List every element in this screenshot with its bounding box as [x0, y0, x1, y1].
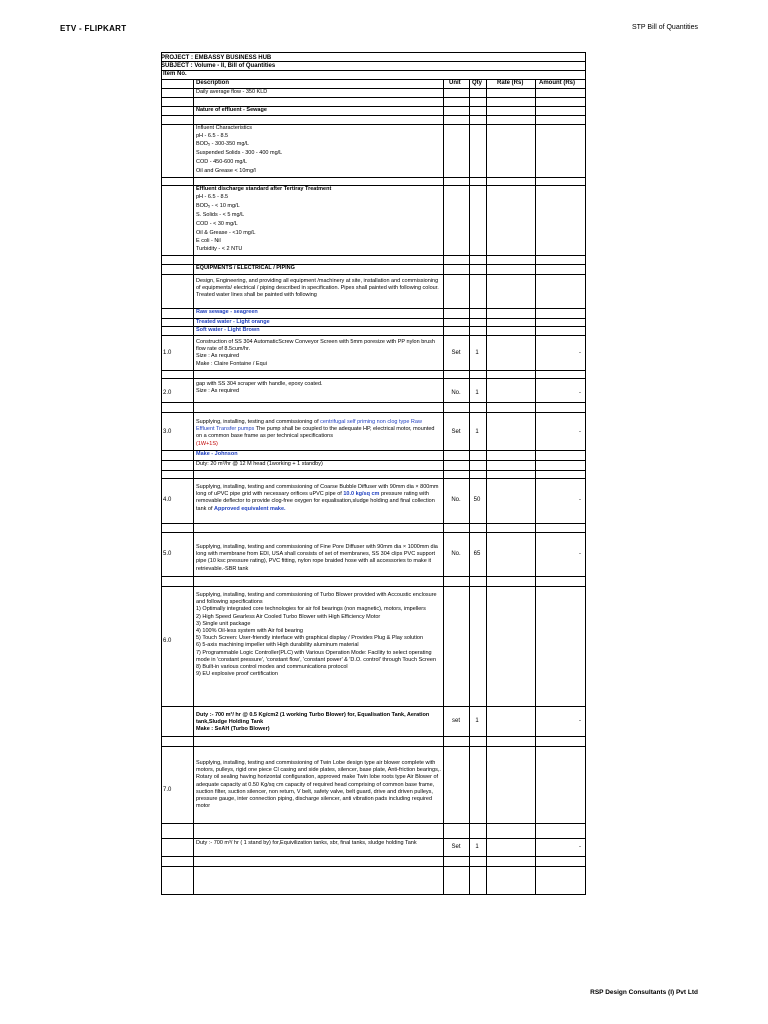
item-qty: 1: [475, 844, 479, 850]
section-title: EQUIPMENTS / ELECTRICAL / PIPING: [196, 265, 295, 271]
discharge-ecoli: E coli - Nil: [196, 238, 221, 244]
item-description: Construction of SS 304 AutomaticScrew Conveyor Screen with 5mm poresize with PP nylon brush flow rate of 8.5cum/hr. Size : As required Make : Claire Fontaine / Equi: [196, 339, 435, 367]
qty-header: Qty: [472, 80, 483, 86]
item-no-header: Item No.: [163, 71, 187, 77]
column-divider: [469, 79, 470, 895]
row-line: [161, 255, 586, 256]
item-description: Supplying, installing, testing and commissioning of Twin Lobe design type air blower complete with motors, pulleys, rigid one piece CI casing and side plates, silencer, base plate, Anti-friction bearings,. Rotary oil sealing having horizontal configuration, approved make Twin lobe roots type Air Blower of adequate capacity at 0.50 Kg/sq cm capacity of required head comprising of common base frame, suction filter, suction silencer, non return, V belt, safety valve, belt guard, drive and driven pulleys, pressure gauge, inter connection piping, discharge silencer, anti vibration pads including required motor: [196, 760, 441, 810]
item-qty: 65: [473, 551, 481, 557]
item-number: 7.0: [163, 787, 172, 793]
discharge-ph: pH - 6.5 - 8.5: [196, 194, 229, 200]
row-line: [161, 412, 586, 413]
column-divider: [443, 79, 444, 895]
item-amount: -: [579, 844, 581, 850]
description-header: Description: [196, 80, 230, 86]
item-unit: No.: [451, 497, 461, 503]
row-line: [161, 746, 586, 747]
item-number: 4.0: [163, 497, 172, 503]
row-line: [161, 274, 586, 275]
influent-ph: pH - 6.5 - 8.5: [196, 133, 229, 139]
item-unit: Set: [451, 350, 461, 356]
row-line: [161, 370, 586, 371]
item-description: Supplying, installing, testing and commissioning of Turbo Blower provided with Accoustic enclosure and following specifications 1) Optimally integrated core technologies for air foil bearings (non magnetic), motors, impellers 2) High Speed Gearless Air Cooled Turbo Blower with High Efficiency Motor 3) Single unit package 4) 100% Oil-less system with Air foil bearing 5) Touch Screen: User-friendly interface with graphical display / Provides Plug & Play solution 6) 5-axis machining impeller with High durability aluminum material 7) Programmable Logic Controller(PLC) with Various Operation Mode: Facility to select operating mode in 'constant pressure', 'constant flow', 'constant power' & 'D.O. control' through Touch Screen 8) Built-in various control modes and communications protocol 9) EU explosive proof certification: [196, 592, 437, 678]
client-title: ETV - FLIPKART: [60, 24, 127, 33]
section-intro: Design, Engineering, and providing all equipment /machinery at site, installation and commissioning of equipments/ electrical / piping described in specification. Pipes shall painted with following colour. Treated water lines shall be painted with following: [196, 278, 439, 299]
row-line: [161, 378, 586, 379]
project-line: PROJECT : EMBASSY BUSINESS HUB: [161, 55, 272, 61]
document-title: STP Bill of Quantities: [631, 24, 698, 31]
item-description: gap with SS 304 scraper with handle, epoxy coated. Size : As required: [196, 381, 323, 395]
item-duty: Duty: 20 m³/hr @ 12 M head (1working + 1 standby): [196, 461, 323, 467]
item-amount: -: [579, 497, 581, 503]
row-line: [161, 177, 586, 178]
rate-header: Rate (Rs): [497, 80, 524, 86]
row-line: [161, 706, 586, 707]
item-amount: -: [579, 350, 581, 356]
item-make: Make - Johnson: [196, 451, 238, 457]
discharge-turbidity: Turbidity - < 2 NTU: [196, 246, 243, 252]
amount-header: Amount (Rs): [539, 80, 575, 86]
item-unit: set: [451, 718, 460, 724]
daily-flow: Daily average flow - 350 KLD: [196, 89, 268, 95]
item-amount: -: [579, 718, 581, 724]
pipe-colour-raw: Raw sewage - seagreen: [196, 309, 258, 315]
item-number: 3.0: [163, 429, 172, 435]
influent-ss: Suspended Solids - 300 - 400 mg/L: [196, 150, 283, 156]
influent-title: Influent Characteristics: [196, 125, 252, 131]
pipe-colour-soft: Soft water - Light Brown: [196, 327, 260, 333]
item-number: 6.0: [163, 638, 172, 644]
row-line: [161, 402, 586, 403]
item-duty: Duty :- 700 m³/ hr ( 1 stand by) for,Equivilization tanks, sbr, final tanks, sludge holding Tank: [196, 840, 417, 846]
unit-header: Unit: [449, 80, 461, 86]
row-line: [161, 736, 586, 737]
subject-line: SUBJECT : Volume - II, Bill of Quantities: [161, 63, 276, 69]
discharge-ss: S. Solids - < 5 mg/L: [196, 212, 245, 218]
item-number: 2.0: [163, 390, 172, 396]
item-unit: No.: [451, 551, 461, 557]
influent-oil: Oil and Grease < 10mg/l: [196, 168, 256, 174]
consultant-footer: RSP Design Consultants (I) Pvt Ltd: [590, 989, 698, 996]
item-amount: -: [579, 390, 581, 396]
item-number: 1.0: [163, 350, 172, 356]
pipe-colour-treated: Treated water - Light orange: [196, 319, 270, 325]
item-qty: 1: [475, 718, 479, 724]
row-line: [161, 576, 586, 577]
discharge-bod: BOD₅ - < 10 mg/L: [196, 203, 240, 209]
row-line: [161, 586, 586, 587]
discharge-title: Effluent discharge standard after Tertiray Treatment: [196, 186, 332, 192]
item-description: Supplying, installing, testing and commissioning of centrifugal self priming non clog type Raw Effluent Transfer pumps The pump shall be coupled to the adequate HP, electrical motor, mounted on a common base frame as per technical specifications (1W+1S): [196, 419, 435, 447]
row-line: [161, 97, 586, 98]
row-line: [161, 838, 586, 839]
row-line: [161, 335, 586, 336]
row-line: [161, 70, 586, 71]
column-divider: [193, 79, 194, 895]
row-line: [161, 823, 586, 824]
column-divider: [535, 79, 536, 895]
row-line: [161, 523, 586, 524]
influent-cod: COD - 450-600 mg/L: [196, 159, 248, 165]
item-qty: 50: [473, 497, 481, 503]
nature-of-effluent: Nature of effluent - Sewage: [196, 107, 267, 113]
item-qty: 1: [475, 350, 479, 356]
row-line: [161, 61, 586, 62]
row-line: [161, 470, 586, 471]
item-amount: -: [579, 551, 581, 557]
item-unit: No.: [451, 390, 461, 396]
item-description: Supplying, installing, testing and commissioning of Coarse Bubble Diffuser with 90mm dia × 800mm long of uPVC pipe grid with necessary orifices uPVC pipe of 10.0 kg/sq cm pressure rating with removable deflector to provide clog-free oxygen for equalisation,sludge holding and final collection tank of Approved equivalent make.: [196, 484, 439, 512]
row-line: [161, 478, 586, 479]
row-line: [161, 115, 586, 116]
item-qty: 1: [475, 390, 479, 396]
row-line: [161, 856, 586, 857]
row-line: [161, 532, 586, 533]
column-divider: [486, 79, 487, 895]
item-unit: Set: [451, 844, 461, 850]
item-duty: Duty :- 700 m³/ hr @ 0.5 Kg/cm2 (1 working Turbo Blower) for, Equalisation Tank, Aeration tank,Sludge Holding Tank Make : SeAH (Turbo Blower): [196, 712, 430, 733]
row-line: [161, 866, 586, 867]
item-unit: Set: [451, 429, 461, 435]
item-qty: 1: [475, 429, 479, 435]
influent-bod: BOD₅ - 300-350 mg/L: [196, 141, 249, 147]
discharge-oil: Oil & Grease - <10 mg/L: [196, 230, 256, 236]
item-number: 5.0: [163, 551, 172, 557]
item-description: Supplying, installing, testing and commissioning of Fine Pore Diffuser with 90mm dia × 1000mm dia long with membrane from EDI, USA shall consists of set of membranes, SS 304 clips PVC support pipe (10 ksc pressure rating), PVC fitting, nylon rope braided hose with all accessories to make it retrievable.-SBR tank: [196, 544, 438, 572]
discharge-cod: COD - < 30 mg/L: [196, 221, 238, 227]
item-amount: -: [579, 429, 581, 435]
